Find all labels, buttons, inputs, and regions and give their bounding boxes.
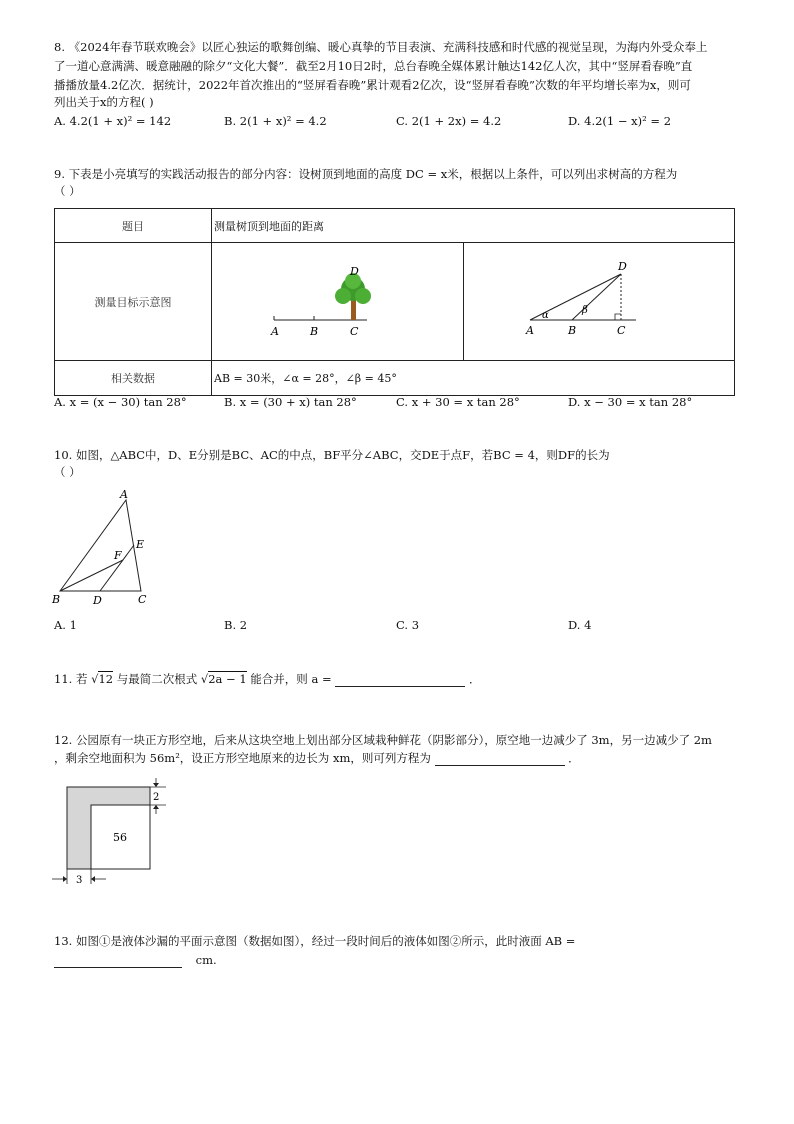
q12-line-2 bbox=[54, 751, 580, 766]
line-bd bbox=[572, 274, 621, 320]
q9-option-c[interactable]: C. x + 30 = x tan 28° bbox=[396, 395, 520, 409]
q12-answer-blank[interactable] bbox=[435, 753, 565, 766]
square-figure bbox=[50, 778, 170, 888]
gap-label-top: 2 bbox=[153, 792, 160, 803]
q11-radical-2: √2a − 1 bbox=[200, 672, 247, 686]
q10-option-d[interactable]: D. 4 bbox=[568, 618, 592, 632]
label-b: B bbox=[568, 324, 577, 337]
report-table bbox=[54, 208, 735, 396]
q9-option-a[interactable]: A. x = (x − 30) tan 28° bbox=[54, 395, 187, 409]
tree-diagram bbox=[212, 243, 463, 357]
table-cell-data-head: 相关数据 bbox=[55, 361, 212, 396]
q10-option-c[interactable]: C. 3 bbox=[396, 618, 420, 632]
right-angle-mark bbox=[615, 314, 621, 320]
tree-crown-left bbox=[335, 288, 351, 304]
q8-option-a[interactable]: A. 4.2(1 + x)² = 142 bbox=[54, 114, 172, 128]
label-b: B bbox=[52, 593, 61, 606]
q11-prefix: 11. 若 bbox=[54, 672, 88, 686]
tree-trunk bbox=[351, 298, 356, 320]
q12-line-2-end: ． bbox=[568, 751, 580, 765]
area-label: 56 bbox=[113, 831, 127, 844]
label-alpha: α bbox=[542, 310, 549, 321]
q9-line-2: （ ） bbox=[54, 184, 81, 198]
table-cell-diagram-1 bbox=[212, 243, 464, 361]
label-beta: β bbox=[582, 305, 588, 316]
arrow-head-down bbox=[153, 783, 159, 787]
label-d: D bbox=[618, 260, 627, 273]
q13-line-2 bbox=[54, 953, 217, 968]
q11-radicand-2: 2a − 1 bbox=[208, 672, 247, 686]
table-cell-diagram-2 bbox=[464, 243, 735, 361]
q12-line-2-text: ，剩余空地面积为 56m²，设正方形空地原来的边长为 xm，则可列方程为 bbox=[54, 751, 431, 765]
label-d: D bbox=[350, 265, 359, 278]
label-a: A bbox=[271, 325, 279, 338]
q8-line-4: 列出关于x的方程( ) bbox=[54, 95, 154, 109]
label-c: C bbox=[138, 593, 147, 606]
angle-diagram bbox=[464, 243, 734, 357]
triangle-abc bbox=[60, 500, 141, 591]
arrow-head-right bbox=[63, 876, 67, 882]
q8-line-3: 播播放量4.2亿次．据统计，2022年首次推出的“竖屏看春晚”累计观看2亿次，设“竖屏看春晚”次数的年平均增长率为x，则可 bbox=[54, 78, 691, 92]
q8-option-c[interactable]: C. 2(1 + 2x) = 4.2 bbox=[396, 114, 502, 128]
q8-line-1: 8. 《2024年春节联欢晚会》以匠心独运的歌舞创编、暖心真挚的节目表演、充满科技感和时代感的视觉呈现，为海内外受众奉上 bbox=[54, 40, 708, 54]
q11-suffix: 能合并，则 a = bbox=[250, 672, 336, 686]
q9-line-1: 9. 下表是小亮填写的实践活动报告的部分内容：设树顶到地面的高度 DC = x米，根据以上条件，可以列出求树高的方程为 bbox=[54, 167, 678, 181]
table-cell-topic-value: 测量树顶到地面的距离 bbox=[212, 209, 735, 243]
q10-line-1: 10. 如图，△ABC中，D、E分别是BC、AC的中点，BF平分∠ABC，交DE于点F，若BC = 4，则DF的长为 bbox=[54, 448, 610, 462]
q11-answer-blank[interactable] bbox=[335, 674, 465, 687]
q10-option-b[interactable]: B. 2 bbox=[224, 618, 248, 632]
label-f: F bbox=[114, 549, 122, 562]
q13-answer-blank[interactable] bbox=[54, 955, 182, 968]
q11-mid: 与最简二次根式 bbox=[116, 672, 198, 686]
gap-label-left: 3 bbox=[76, 875, 83, 886]
triangle-figure bbox=[50, 486, 160, 608]
arrow-head-left bbox=[91, 876, 95, 882]
q9-option-b[interactable]: B. x = (30 + x) tan 28° bbox=[224, 395, 357, 409]
q9-option-d[interactable]: D. x − 30 = x tan 28° bbox=[568, 395, 693, 409]
q12-line-1: 12. 公园原有一块正方形空地，后来从这块空地上划出部分区域栽种鲜花（阴影部分），原空地一边减少了 3m，另一边减少了 2m bbox=[54, 733, 712, 747]
label-c: C bbox=[350, 325, 359, 338]
tree-crown-right bbox=[355, 288, 371, 304]
label-d: D bbox=[93, 594, 102, 607]
q10-option-a[interactable]: A. 1 bbox=[54, 618, 77, 632]
table-cell-diagram-head: 测量目标示意图 bbox=[55, 243, 212, 361]
label-c: C bbox=[617, 324, 626, 337]
q11-radical-1: √12 bbox=[91, 672, 114, 686]
table-cell-data-value: AB = 30米，∠α = 28°，∠β = 45° bbox=[212, 361, 735, 396]
label-a: A bbox=[120, 488, 128, 501]
q8-option-b[interactable]: B. 2(1 + x)² = 4.2 bbox=[224, 114, 327, 128]
q13-unit: cm. bbox=[195, 953, 217, 967]
label-b: B bbox=[310, 325, 319, 338]
table-cell-topic-head: 题目 bbox=[55, 209, 212, 243]
q8-line-2: 了一道心意满满、暖意融融的除夕“文化大餐”．截至2月10日2时，总台春晚全媒体累计触达142亿人次，其中“竖屏看春晚”直 bbox=[54, 59, 693, 73]
segment-bf bbox=[60, 560, 123, 591]
label-a: A bbox=[526, 324, 534, 337]
arrow-head-up bbox=[153, 805, 159, 809]
q11-end: ． bbox=[468, 672, 481, 686]
q11-line bbox=[54, 672, 480, 687]
q11-radicand-1: 12 bbox=[98, 672, 114, 686]
q10-line-2: （ ） bbox=[54, 465, 81, 479]
label-e: E bbox=[136, 538, 145, 551]
q8-option-d[interactable]: D. 4.2(1 − x)² = 2 bbox=[568, 114, 672, 128]
q13-line-1: 13. 如图①是液体沙漏的平面示意图（数据如图），经过一段时间后的液体如图②所示，此时液面 AB = bbox=[54, 934, 576, 948]
